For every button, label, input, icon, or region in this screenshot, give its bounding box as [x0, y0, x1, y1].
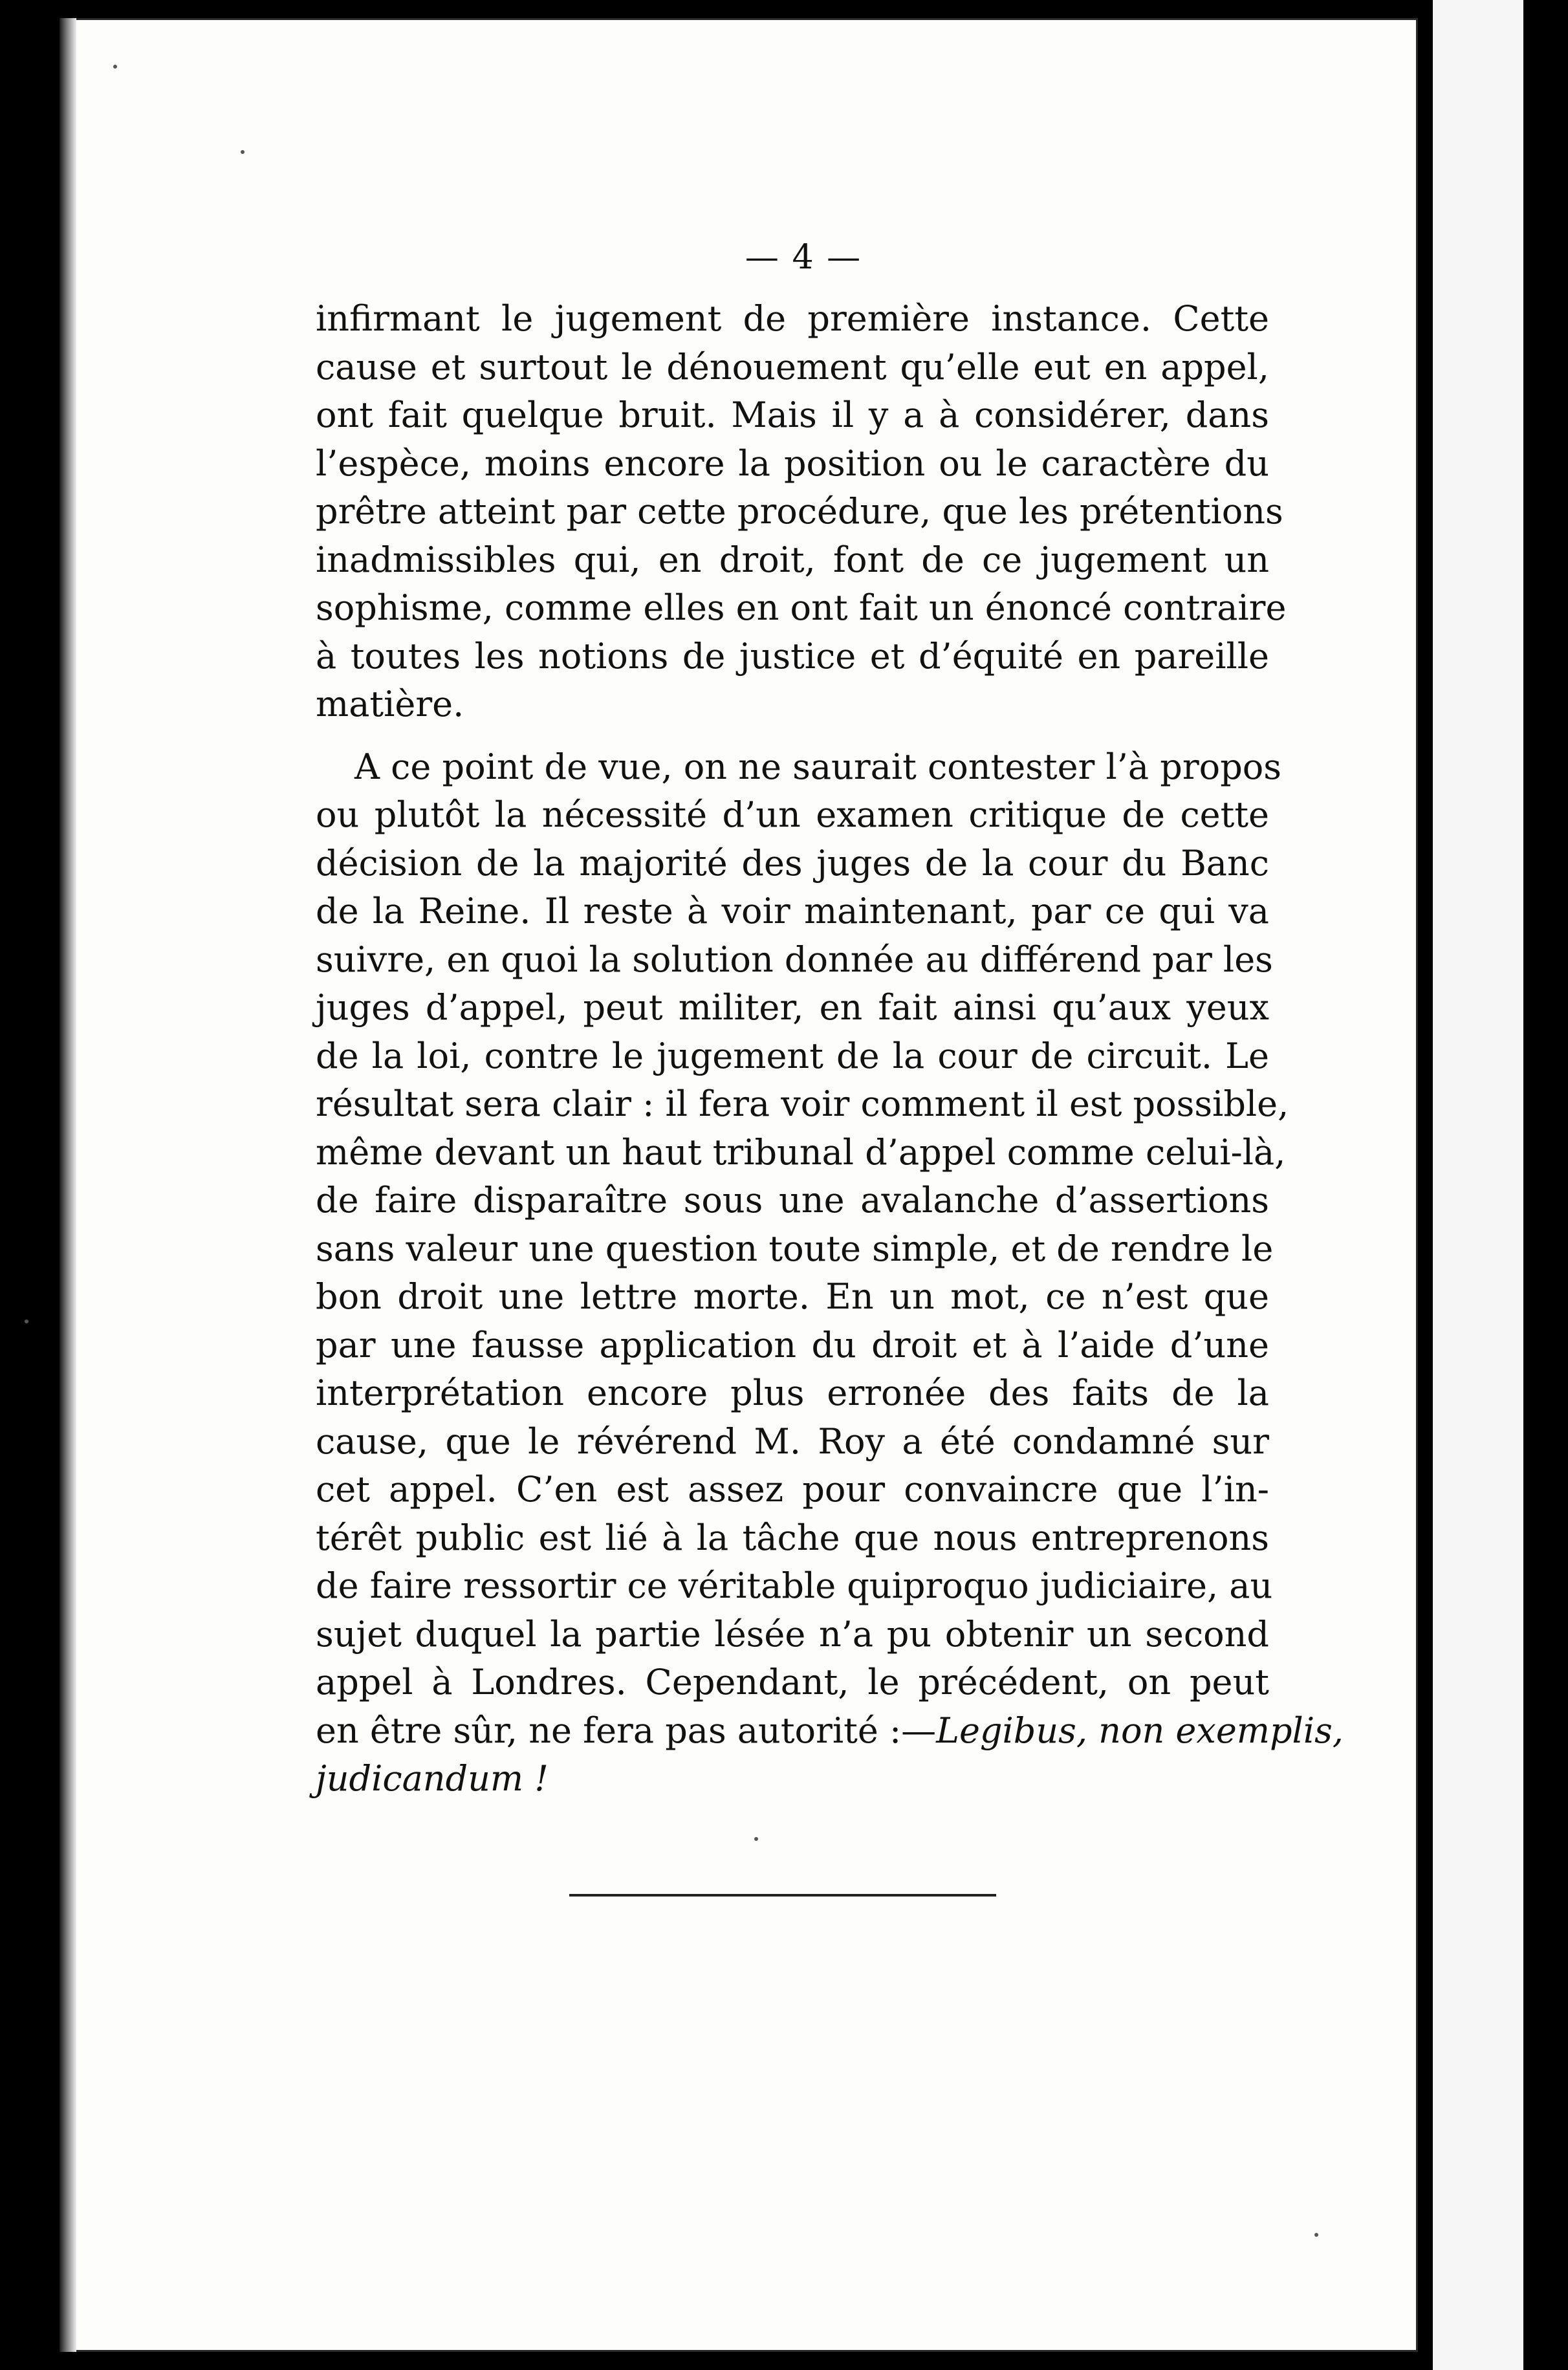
- body-text: [316, 295, 1344, 1803]
- text-line: juges d’appel, peut militer, en fait ainsi qu’aux yeux: [316, 987, 1269, 1028]
- text-line: résultat sera clair : il fera voir comment il est possible,: [316, 1083, 1289, 1124]
- section-divider: [569, 1894, 996, 1897]
- page-number: — 4 —: [745, 238, 862, 277]
- text-line: de la Reine. Il reste à voir maintenant, par ce qui va: [316, 891, 1269, 931]
- text-line: A ce point de vue, on ne saurait contester l’à propos: [354, 746, 1281, 787]
- paragraph-2: [316, 743, 1344, 1803]
- text-line: térêt public est lié à la tâche que nous entreprenons: [316, 1517, 1269, 1558]
- text-line: de faire disparaître sous une avalanche d’assertions: [316, 1180, 1269, 1221]
- text-line: de la loi, contre le jugement de la cour de circuit. Le: [316, 1035, 1269, 1076]
- text-line: sujet duquel la partie lésée n’a pu obtenir un second: [316, 1613, 1269, 1655]
- text-line: interprétation encore plus erronée des faits de la: [316, 1373, 1269, 1413]
- text-line: prêtre atteint par cette procédure, que les prétentions: [316, 491, 1283, 532]
- scan-speck: [25, 1320, 28, 1323]
- text-line: même devant un haut tribunal d’appel comme celui-là,: [316, 1131, 1286, 1173]
- scan-speck: [1314, 2233, 1318, 2237]
- binding-edge: [60, 18, 76, 2352]
- text-line: l’espèce, moins encore la position ou le caractère du: [316, 442, 1269, 484]
- text-line: sophisme, comme elles en ont fait un énoncé contraire: [316, 587, 1287, 628]
- text-line: décision de la majorité des juges de la cour du Banc: [316, 842, 1269, 884]
- text-line: cause, que le révérend M. Roy a été condamné sur: [316, 1420, 1269, 1462]
- latin-quote: Legibus, non exemplis,: [936, 1710, 1344, 1751]
- text-line: suivre, en quoi la solution donnée au différend par les: [316, 939, 1273, 980]
- text-line: appel à Londres. Cependant, le précédent, on peut: [316, 1662, 1269, 1702]
- text-line: ont fait quelque bruit. Mais il y a à considérer, dans: [316, 395, 1269, 435]
- scan-speck: [754, 1837, 758, 1841]
- scan-border-right-inner: [1433, 0, 1523, 2370]
- text-line: bon droit une lettre morte. En un mot, ce n’est que: [316, 1276, 1269, 1317]
- text-line: matière.: [316, 684, 464, 724]
- text-line: ou plutôt la nécessité d’un examen critique de cette: [316, 794, 1269, 835]
- text-line: infirmant le jugement de première instance. Cette: [316, 298, 1269, 339]
- text-line: cet appel. C’en est assez pour convaincre que l’in-: [316, 1469, 1269, 1510]
- text-line: sans valeur une question toute simple, et de rendre le: [316, 1228, 1274, 1269]
- scan-speck: [113, 65, 117, 69]
- text-line: cause et surtout le dénouement qu’elle eut en appel,: [316, 346, 1269, 387]
- text-line: inadmissibles qui, en droit, font de ce jugement un: [316, 539, 1269, 580]
- paragraph-1: [316, 295, 1287, 729]
- text-line: à toutes les notions de justice et d’équité en pareille: [316, 635, 1269, 677]
- text-fragment: en être sûr, ne fera pas autorité :—: [316, 1710, 937, 1751]
- text-line-with-quote: [316, 1707, 1344, 1756]
- text-line: de faire ressortir ce véritable quiproquo judiciaire, au: [316, 1565, 1273, 1606]
- text-line: par une fausse application du droit et à l’aide d’une: [316, 1324, 1269, 1365]
- scan-speck: [241, 150, 245, 154]
- latin-quote-end: judicandum !: [316, 1758, 549, 1799]
